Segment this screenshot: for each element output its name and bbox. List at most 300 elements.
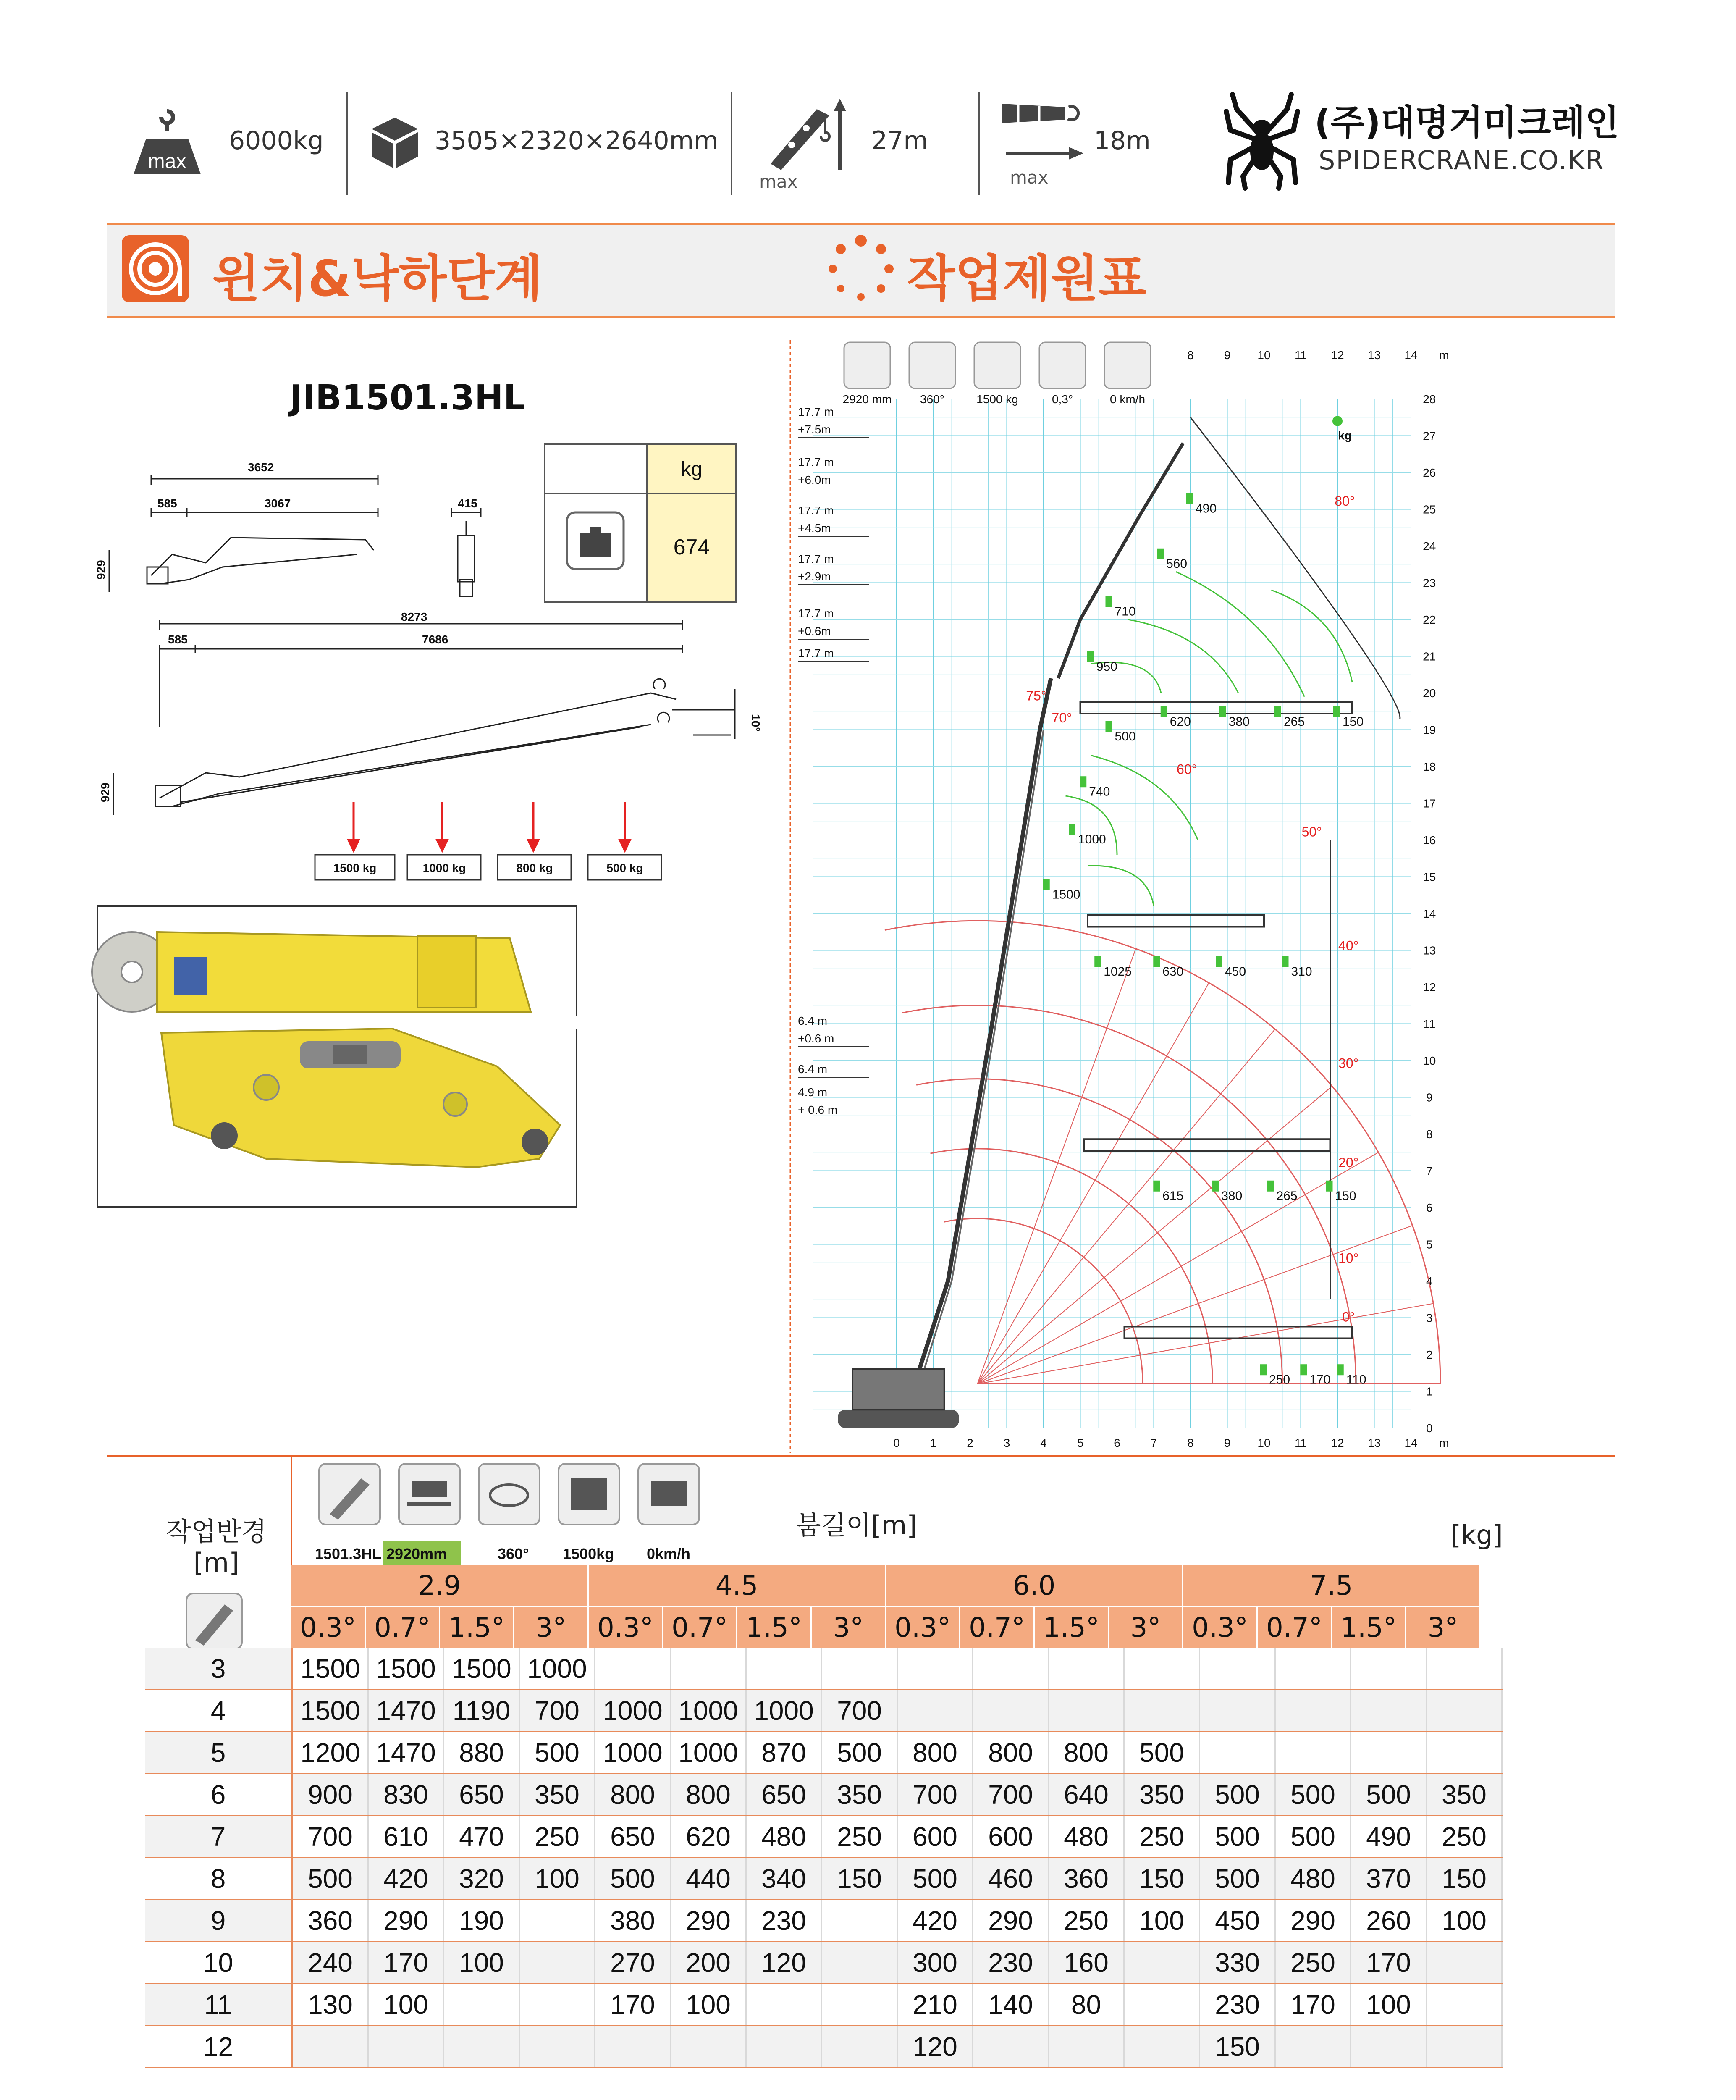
capacity-cell: [746, 1648, 822, 1690]
capacity-cell: 100: [519, 1858, 595, 1900]
crawler: [838, 1410, 959, 1428]
chart-icon-label: 2920 mm: [842, 393, 892, 406]
load-value: 150: [1343, 715, 1364, 729]
dim-929b: 929: [99, 782, 112, 802]
dim-3652: 3652: [248, 461, 274, 474]
y-tick: 19: [1423, 723, 1436, 737]
load-value: 615: [1162, 1189, 1184, 1203]
capacity-cell: 700: [822, 1690, 897, 1732]
table-row: [145, 2026, 1502, 2068]
capacity-cell: 500: [292, 1858, 368, 1900]
capacity-cell: 320: [444, 1858, 519, 1900]
capacity-cell: [1427, 1648, 1502, 1690]
boom-length-cell: 4.5: [589, 1565, 886, 1606]
top-tick: 9: [1224, 349, 1231, 362]
spec-load-icon: [134, 105, 201, 176]
table-row: [145, 1942, 1502, 1984]
side-label: 17.7 m: [798, 647, 834, 660]
load-label-1500: 1500 kg: [333, 861, 377, 874]
capacity-cell: 800: [595, 1774, 671, 1816]
table-row: [145, 1648, 1502, 1690]
x-tick: m: [1439, 1436, 1449, 1449]
row-header-label: 작업반경 [m]: [166, 1516, 267, 1578]
jib-weight-box: [544, 443, 737, 603]
spec-height-sub: max: [759, 171, 798, 192]
top-tick: 13: [1367, 349, 1381, 362]
capacity-cell: 500: [595, 1858, 671, 1900]
turret: [852, 1369, 944, 1410]
divider: [731, 92, 732, 195]
capacity-cell: 870: [746, 1732, 822, 1774]
dim-415: 415: [458, 497, 477, 510]
capacity-cell: 80: [1049, 1984, 1124, 2026]
capacity-cell: 360: [1049, 1858, 1124, 1900]
capacity-cell: [444, 1984, 519, 2026]
capacity-cell: [1351, 2026, 1427, 2068]
capacity-cell: 100: [444, 1942, 519, 1984]
jib-extended-drawing: [97, 610, 781, 886]
capacity-cell: 260: [1351, 1900, 1427, 1942]
capacity-cell: 1000: [519, 1648, 595, 1690]
load-value: 1025: [1104, 965, 1132, 979]
side-label: 4.9 m: [798, 1086, 828, 1099]
capacity-cell: 800: [973, 1732, 1049, 1774]
load-value: 250: [1269, 1373, 1290, 1387]
capacity-cell: [1427, 1732, 1502, 1774]
capacity-cell: 360: [292, 1900, 368, 1942]
load-value: 380: [1221, 1189, 1243, 1203]
capacity-cell: 700: [292, 1816, 368, 1858]
x-tick: 11: [1294, 1436, 1307, 1449]
capacity-cell: [1275, 2026, 1351, 2068]
capacity-cell: [973, 1648, 1049, 1690]
chart-unit: kg: [1338, 429, 1352, 442]
load-value: 170: [1309, 1373, 1331, 1387]
load-value: 560: [1166, 556, 1188, 571]
capacity-cell: 290: [671, 1900, 746, 1942]
x-tick: 12: [1331, 1436, 1344, 1449]
y-tick: 3: [1426, 1311, 1433, 1325]
load-hook: [1333, 706, 1340, 717]
y-tick: 23: [1423, 576, 1436, 590]
capacity-cell: 380: [595, 1900, 671, 1942]
angle-cell: 0.3°: [589, 1606, 663, 1648]
boom-length-cell: 6.0: [886, 1565, 1183, 1606]
angle-label: 60°: [1177, 761, 1197, 777]
dim-7686: 7686: [422, 633, 448, 646]
capacity-cell: 170: [1275, 1984, 1351, 2026]
spec-reach: 18m: [1094, 126, 1151, 155]
capacity-cell: [1200, 1690, 1275, 1732]
capacity-cell: 440: [671, 1858, 746, 1900]
y-tick: 8: [1426, 1128, 1433, 1141]
capacity-cell: 100: [1351, 1984, 1427, 2026]
load-hook: [1087, 651, 1094, 662]
capacity-cell: [1124, 1648, 1200, 1690]
load-hook: [1161, 706, 1167, 717]
capacity-cell: 480: [746, 1816, 822, 1858]
capacity-cell: [1427, 2026, 1502, 2068]
angle-label: 70°: [1052, 710, 1072, 725]
y-tick: 4: [1426, 1275, 1433, 1288]
dim-585b: 585: [168, 633, 188, 646]
boom-reach-icon: [1002, 94, 1086, 162]
load-value: 1500: [1052, 887, 1080, 902]
y-tick: 13: [1423, 944, 1436, 957]
load-value: 450: [1225, 965, 1246, 979]
capacity-cell: 170: [368, 1942, 444, 1984]
spec-dims: 3505×2320×2640mm: [435, 126, 719, 155]
capacity-cell: [1124, 1984, 1200, 2026]
table-row: [145, 1858, 1502, 1900]
angle-cell: 3°: [812, 1606, 886, 1648]
chart-icon-label: 0 km/h: [1109, 393, 1146, 406]
load-hook: [1212, 1181, 1219, 1192]
capacity-cell: 1190: [444, 1690, 519, 1732]
capacity-cell: 100: [1427, 1900, 1502, 1942]
load-hook: [1186, 494, 1193, 504]
capacity-table: [145, 1648, 1503, 2068]
capacity-cell: 1000: [671, 1732, 746, 1774]
x-tick: 6: [1114, 1436, 1120, 1449]
y-tick: 9: [1426, 1091, 1433, 1104]
dots-icon: [825, 233, 897, 304]
winch-icon: [120, 233, 191, 304]
load-value: 380: [1228, 715, 1250, 729]
icon-label-model: 1501.3HL: [315, 1545, 382, 1562]
load-value: 740: [1089, 785, 1110, 799]
company-name: (주)대명거미크레인: [1314, 102, 1619, 143]
capacity-cell: 620: [671, 1816, 746, 1858]
radius-cell: 3: [145, 1648, 292, 1690]
dim-3067: 3067: [265, 497, 291, 510]
table-row: [145, 1816, 1502, 1858]
spider-logo-icon: [1224, 92, 1300, 189]
radius-cell: 7: [145, 1816, 292, 1858]
side-label-offset: + 0.6 m: [798, 1103, 838, 1116]
capacity-cell: [292, 2026, 368, 2068]
capacity-cell: 500: [1124, 1732, 1200, 1774]
capacity-cell: [671, 1648, 746, 1690]
capacity-cell: [1275, 1732, 1351, 1774]
radius-cell: 11: [145, 1984, 292, 2026]
x-tick: 14: [1404, 1436, 1418, 1449]
y-tick: 18: [1423, 760, 1436, 773]
load-value: 310: [1291, 965, 1312, 979]
capacity-cell: 1000: [671, 1690, 746, 1732]
capacity-cell: [897, 1690, 973, 1732]
capacity-cell: 120: [746, 1942, 822, 1984]
jib-model: JIB1501.3HL: [290, 378, 525, 418]
load-label-1000: 1000 kg: [422, 861, 466, 874]
y-tick: 1: [1426, 1385, 1433, 1398]
capacity-cell: 250: [1275, 1942, 1351, 1984]
load-hook: [1260, 1364, 1267, 1375]
load-value: 110: [1346, 1373, 1366, 1387]
side-label-offset: +2.9m: [798, 570, 831, 583]
y-tick: 24: [1423, 540, 1436, 553]
capacity-cell: 500: [1200, 1816, 1275, 1858]
divider: [346, 92, 348, 195]
capacity-cell: 100: [671, 1984, 746, 2026]
dim-585: 585: [157, 497, 177, 510]
capacity-cell: 160: [1049, 1942, 1124, 1984]
spec-height: 27m: [871, 126, 928, 155]
weight-value: 674: [673, 535, 710, 559]
capacity-cell: 340: [746, 1858, 822, 1900]
load-hook: [1157, 549, 1164, 559]
capacity-cell: 350: [1124, 1774, 1200, 1816]
capacity-cell: 170: [1351, 1942, 1427, 1984]
capacity-cell: 290: [1275, 1900, 1351, 1942]
capacity-cell: 270: [595, 1942, 671, 1984]
capacity-cell: 420: [368, 1858, 444, 1900]
company-site[interactable]: SPIDERCRANE.CO.KR: [1319, 145, 1605, 176]
table-row: [145, 1984, 1502, 2026]
capacity-cell: 700: [973, 1774, 1049, 1816]
top-tick: 8: [1187, 349, 1194, 362]
capacity-cell: 1500: [368, 1648, 444, 1690]
capacity-cell: 150: [1124, 1858, 1200, 1900]
capacity-cell: [1200, 1732, 1275, 1774]
radius-cell: 4: [145, 1690, 292, 1732]
radius-cell: 9: [145, 1900, 292, 1942]
angle-cell: 1.5°: [1332, 1606, 1406, 1648]
angle-label: 75°: [1026, 688, 1046, 704]
capacity-cell: 500: [1275, 1816, 1351, 1858]
capacity-cell: 880: [444, 1732, 519, 1774]
capacity-cell: [1351, 1648, 1427, 1690]
y-tick: 26: [1423, 466, 1436, 479]
capacity-cell: 200: [671, 1942, 746, 1984]
load-hook: [1300, 1364, 1307, 1375]
chart-spec-icon: [909, 342, 955, 388]
capacity-cell: 190: [444, 1900, 519, 1942]
table-row: [145, 1690, 1502, 1732]
load-hook: [1267, 1181, 1274, 1192]
capacity-cell: 650: [595, 1816, 671, 1858]
angle-cell: 1.5°: [1035, 1606, 1109, 1648]
table-title: 붐길이[m]: [796, 1510, 917, 1541]
divider: [978, 92, 980, 195]
capacity-cell: [444, 2026, 519, 2068]
y-tick: 11: [1423, 1017, 1436, 1031]
capacity-cell: 250: [822, 1816, 897, 1858]
capacity-cell: [671, 2026, 746, 2068]
y-tick: 16: [1423, 834, 1436, 847]
capacity-cell: 230: [746, 1900, 822, 1942]
capacity-cell: 350: [519, 1774, 595, 1816]
angle-cell: 0.3°: [1183, 1606, 1258, 1648]
angle-label: 30°: [1338, 1055, 1359, 1071]
side-label-offset: +0.6m: [798, 625, 831, 638]
capacity-cell: [1124, 2026, 1200, 2068]
y-tick: 17: [1423, 797, 1436, 810]
load-value: 710: [1115, 604, 1136, 619]
capacity-cell: 330: [1200, 1942, 1275, 1984]
capacity-cell: [973, 1690, 1049, 1732]
capacity-cell: 600: [897, 1816, 973, 1858]
dim-8273: 8273: [401, 610, 427, 623]
max-badge: max: [148, 150, 186, 173]
table-icons: [311, 1462, 756, 1567]
capacity-cell: 460: [973, 1858, 1049, 1900]
angle-label: 40°: [1338, 938, 1359, 953]
capacity-cell: 250: [1427, 1816, 1502, 1858]
capacity-cell: 800: [897, 1732, 973, 1774]
capacity-cell: [519, 1942, 595, 1984]
capacity-cell: 500: [1200, 1858, 1275, 1900]
angle-label: 10°: [1338, 1250, 1359, 1266]
capacity-cell: 800: [671, 1774, 746, 1816]
capacity-cell: 1500: [292, 1690, 368, 1732]
angle-label: 0°: [1342, 1309, 1355, 1325]
capacity-cell: [746, 2026, 822, 2068]
capacity-cell: 800: [1049, 1732, 1124, 1774]
capacity-cell: [519, 2026, 595, 2068]
icon-label-rotation: 360°: [498, 1545, 529, 1562]
capacity-cell: 130: [292, 1984, 368, 2026]
boom-length-header: [291, 1565, 1481, 1606]
table-unit: [kg]: [1451, 1520, 1503, 1550]
load-value: 630: [1162, 965, 1184, 979]
load-hook: [1043, 879, 1050, 890]
top-tick: 10: [1257, 349, 1271, 362]
spec-load: 6000kg: [229, 126, 324, 155]
capacity-cell: [822, 1942, 897, 1984]
capacity-cell: 250: [1124, 1816, 1200, 1858]
dim-10deg: 10°: [749, 714, 762, 732]
capacity-cell: [822, 2026, 897, 2068]
side-label: 6.4 m: [798, 1014, 828, 1027]
side-label-offset: +4.5m: [798, 522, 831, 535]
capacity-cell: [1351, 1732, 1427, 1774]
y-tick: 5: [1426, 1238, 1433, 1251]
load-value: 620: [1170, 715, 1191, 729]
angle-header: [291, 1606, 1481, 1648]
capacity-cell: 150: [1427, 1858, 1502, 1900]
side-label-offset: +7.5m: [798, 423, 831, 436]
capacity-cell: 500: [822, 1732, 897, 1774]
load-hook: [1106, 721, 1112, 732]
capacity-cell: 100: [1124, 1900, 1200, 1942]
angle-cell: 0.7°: [366, 1606, 440, 1648]
capacity-cell: 470: [444, 1816, 519, 1858]
capacity-cell: 290: [368, 1900, 444, 1942]
chart-icon-label: 360°: [920, 393, 944, 406]
x-tick: 13: [1367, 1436, 1381, 1449]
capacity-cell: 230: [973, 1942, 1049, 1984]
load-hook: [1069, 824, 1075, 835]
angle-cell: 1.5°: [440, 1606, 514, 1648]
capacity-cell: 1470: [368, 1690, 444, 1732]
angle-cell: 0.7°: [663, 1606, 737, 1648]
angle-cell: 3°: [514, 1606, 589, 1648]
top-tick: 14: [1404, 349, 1418, 362]
x-tick: 10: [1257, 1436, 1271, 1449]
load-value: 265: [1284, 715, 1305, 729]
icon-label-width: 2920mm: [386, 1545, 447, 1562]
y-tick: 14: [1423, 907, 1436, 920]
capacity-cell: [595, 1648, 671, 1690]
capacity-cell: [822, 1900, 897, 1942]
y-tick: 12: [1423, 981, 1436, 994]
x-tick: 8: [1187, 1436, 1194, 1449]
load-hook: [1216, 956, 1222, 967]
capacity-cell: 240: [292, 1942, 368, 1984]
y-tick: 0: [1426, 1422, 1433, 1435]
capacity-cell: [746, 1984, 822, 2026]
x-tick: 3: [1003, 1436, 1010, 1449]
angle-cell: 0.7°: [960, 1606, 1035, 1648]
side-label: 17.7 m: [798, 405, 834, 418]
boom-height-icon: [762, 97, 846, 176]
angle-label: 20°: [1338, 1155, 1359, 1170]
y-tick: 7: [1426, 1164, 1433, 1178]
load-hook: [1274, 706, 1281, 717]
capacity-cell: 350: [1427, 1774, 1502, 1816]
capacity-cell: 500: [897, 1858, 973, 1900]
angle-cell: 0.7°: [1258, 1606, 1332, 1648]
capacity-cell: 1200: [292, 1732, 368, 1774]
capacity-cell: 500: [1275, 1774, 1351, 1816]
table-top-rule: [107, 1455, 1615, 1457]
load-value: 265: [1276, 1189, 1298, 1203]
load-value: 150: [1335, 1189, 1356, 1203]
angle-cell: 0.3°: [886, 1606, 960, 1648]
capacity-cell: 640: [1049, 1774, 1124, 1816]
capacity-cell: [595, 2026, 671, 2068]
load-hook: [1337, 1364, 1344, 1375]
capacity-cell: 500: [519, 1732, 595, 1774]
y-tick: 27: [1423, 429, 1436, 443]
capacity-cell: 140: [973, 1984, 1049, 2026]
capacity-cell: [1049, 1690, 1124, 1732]
capacity-cell: [1351, 1690, 1427, 1732]
chart-spec-icon: [1104, 342, 1151, 388]
capacity-cell: 600: [973, 1816, 1049, 1858]
capacity-cell: 900: [292, 1774, 368, 1816]
capacity-cell: 700: [897, 1774, 973, 1816]
chart-spec-icon: [1039, 342, 1086, 388]
capacity-cell: [822, 1984, 897, 2026]
capacity-cell: 150: [1200, 2026, 1275, 2068]
chart-icon-label: 0,3°: [1052, 393, 1073, 406]
chart-icon-label: 1500 kg: [976, 393, 1018, 406]
boom-length-cell: 2.9: [291, 1565, 589, 1606]
load-label-800: 800 kg: [516, 861, 553, 874]
angle-label: 80°: [1335, 493, 1355, 509]
y-tick: 22: [1423, 613, 1436, 626]
side-label: 17.7 m: [798, 456, 834, 469]
capacity-cell: 230: [1200, 1984, 1275, 2026]
y-tick: 15: [1423, 870, 1436, 884]
capacity-cell: 250: [1049, 1900, 1124, 1942]
capacity-cell: [1049, 2026, 1124, 2068]
capacity-cell: 500: [1351, 1774, 1427, 1816]
spec-reach-sub: max: [1010, 167, 1049, 188]
load-hook: [1282, 956, 1289, 967]
x-tick: 0: [893, 1436, 900, 1449]
capacity-cell: [1427, 1942, 1502, 1984]
capacity-cell: [1124, 1690, 1200, 1732]
x-tick: 4: [1040, 1436, 1047, 1449]
load-hook: [1219, 706, 1226, 717]
load-hook: [1094, 956, 1101, 967]
side-label: 17.7 m: [798, 504, 834, 517]
capacity-cell: 700: [519, 1690, 595, 1732]
radius-cell: 5: [145, 1732, 292, 1774]
